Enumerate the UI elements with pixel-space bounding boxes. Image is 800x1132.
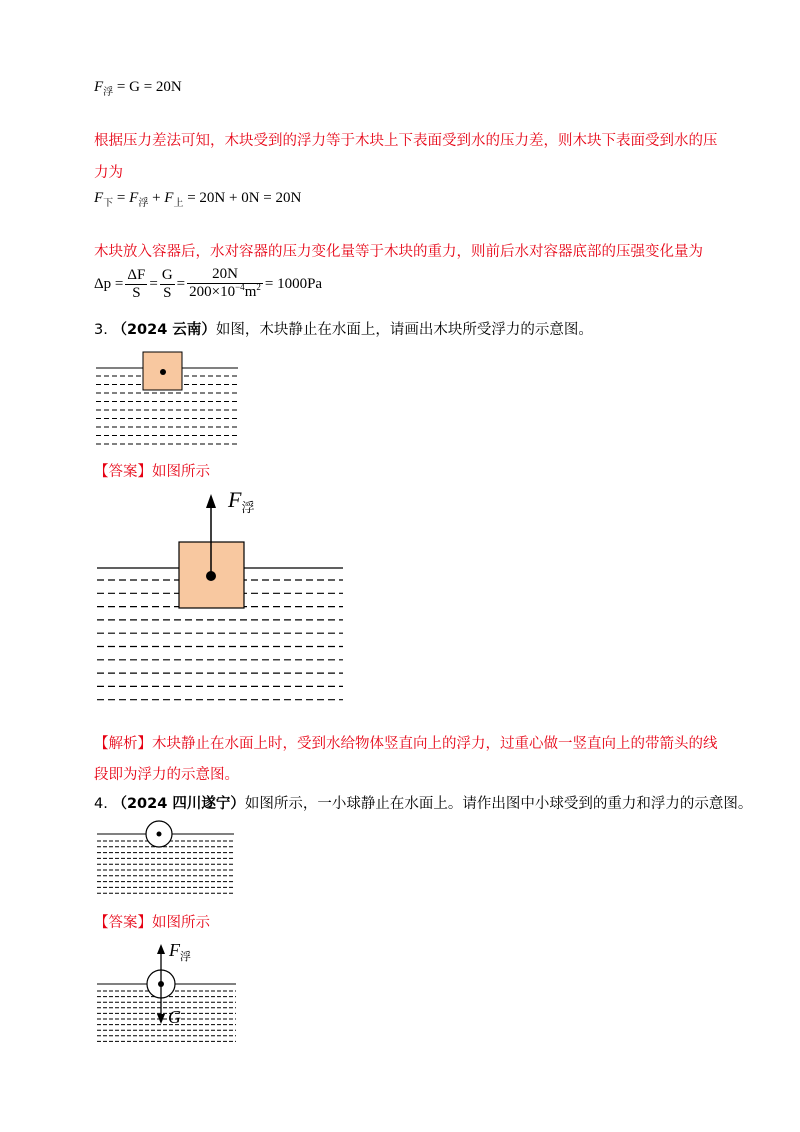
force-label-F: $F_浮$ (228, 487, 255, 516)
equation-rhs: = 1000Pa (264, 275, 323, 292)
answer-text: 如图所示 (152, 464, 210, 480)
answer-text: 如图所示 (152, 915, 210, 931)
fraction-numeric: $\frac{20N}{200\times 10^{-4}m^2}$ (189, 266, 261, 300)
question-text: 如图所示，一小球静止在水面上。请作出图中小球受到的重力和浮力的示意图。 (244, 796, 753, 812)
question-number: 3. (94, 322, 108, 338)
equation-rest: = G = 20N (113, 79, 182, 95)
equals-sign: = (113, 190, 130, 206)
question-text: 如图，木块静止在水面上，请画出木块所受浮力的示意图。 (215, 322, 593, 338)
subscript-xia: 下 (103, 198, 114, 209)
analysis-3-line1: 【解析】木块静止在水面上时，受到水给物体竖直向上的浮力，过重心做一竖直向上的带箭头的线 (94, 736, 718, 752)
analysis-3-line2: 段即为浮力的示意图。 (94, 767, 239, 783)
answer-tag: 【答案】 (94, 464, 152, 480)
paragraph-pressure-difference-line2: 力为 (94, 165, 123, 181)
fraction-G-over-S: $\frac{G}{S}$ (161, 266, 173, 301)
plus-sign: + (148, 190, 165, 206)
question-number: 4. (94, 796, 108, 812)
force-label-F-answer4: $F_浮$ (169, 940, 191, 963)
math-symbol-F: F (94, 79, 104, 95)
equation-rest: = 20N + 0N = 20N (183, 190, 302, 206)
paragraph-pressure-difference-line1: 根据压力差法可知，木块受到的浮力等于木块上下表面受到水的压力差，则木块下表面受到水的压 (94, 133, 718, 149)
center-of-gravity-dot (158, 981, 164, 987)
answer-tag: 【答案】 (94, 915, 152, 931)
subscript-fu: 浮 (103, 87, 114, 98)
subscript-shang: 上 (173, 198, 184, 209)
force-label-G: G (168, 1007, 181, 1027)
equation-lhs: Δp = (94, 275, 124, 292)
fraction-deltaF-over-S: $\frac{\Delta F}{S}$ (127, 266, 146, 301)
analysis-tag: 【解析】 (94, 736, 152, 752)
math-symbol-F: F (164, 190, 174, 206)
math-symbol-F: F (129, 190, 139, 206)
math-symbol-F: F (94, 190, 104, 206)
question-source: （2024 四川遂宁） (112, 796, 245, 812)
question-source: （2024 云南） (112, 322, 216, 338)
arrow-up-icon (157, 944, 165, 954)
paragraph-pressure-change: 木块放入容器后，水对容器的压力变化量等于木块的重力，则前后水对容器底部的压强变化量为 (94, 244, 703, 260)
equation-pressure-change: Δp = $\frac{\Delta F}{S}$ = $\frac{G}{S}$ = $\frac{20N}{200\times 10^{-4}m^2}$ = 1000Pa (94, 266, 323, 301)
subscript-fu: 浮 (138, 198, 149, 209)
